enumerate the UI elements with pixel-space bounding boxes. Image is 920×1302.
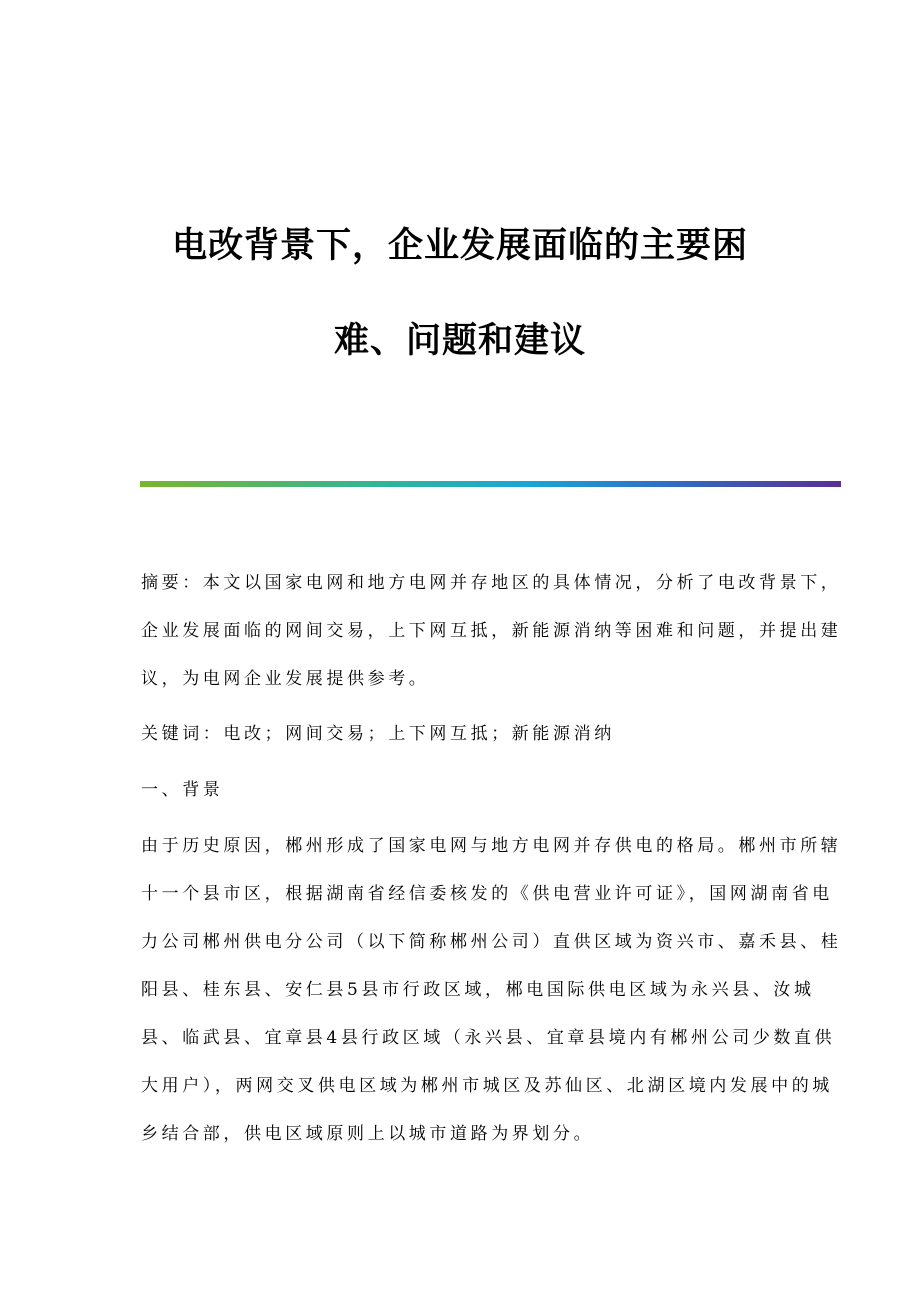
- document-title-line-2: 难、问题和建议: [333, 321, 586, 361]
- body-line: 乡结合部，供电区域原则上以城市道路为界划分。: [141, 1124, 595, 1144]
- abstract-line: 议，为电网企业发展提供参考。: [141, 669, 430, 689]
- document-title-line-1: 电改背景下，企业发展面临的主要困: [171, 226, 748, 266]
- body-line: 阳县、桂东县、安仁县5县市行政区域，郴电国际供电区域为永兴县、汝城: [141, 980, 815, 1000]
- abstract-line: 企业发展面临的网间交易，上下网互抵，新能源消纳等困难和问题，并提出建: [141, 621, 842, 641]
- keywords: 关键词：电改；网间交易；上下网互抵；新能源消纳: [141, 724, 615, 744]
- abstract-line: 摘要：本文以国家电网和地方电网并存地区的具体情况，分析了电改背景下，: [141, 573, 842, 593]
- section-heading: 一、背景: [141, 780, 224, 800]
- body-line: 由于历史原因，郴州形成了国家电网与地方电网并存供电的格局。郴州市所辖: [141, 836, 842, 856]
- gradient-divider: [140, 481, 841, 487]
- body-line: 县、临武县、宜章县4县行政区域（永兴县、宜章县境内有郴州公司少数直供: [141, 1028, 836, 1048]
- body-line: 力公司郴州供电分公司（以下简称郴州公司）直供区域为资兴市、嘉禾县、桂: [141, 932, 842, 952]
- body-line: 十一个县市区，根据湖南省经信委核发的《供电营业许可证》，国网湖南省电: [141, 884, 833, 904]
- body-line: 大用户），两网交叉供电区域为郴州市城区及苏仙区、北湖区境内发展中的城: [141, 1076, 833, 1096]
